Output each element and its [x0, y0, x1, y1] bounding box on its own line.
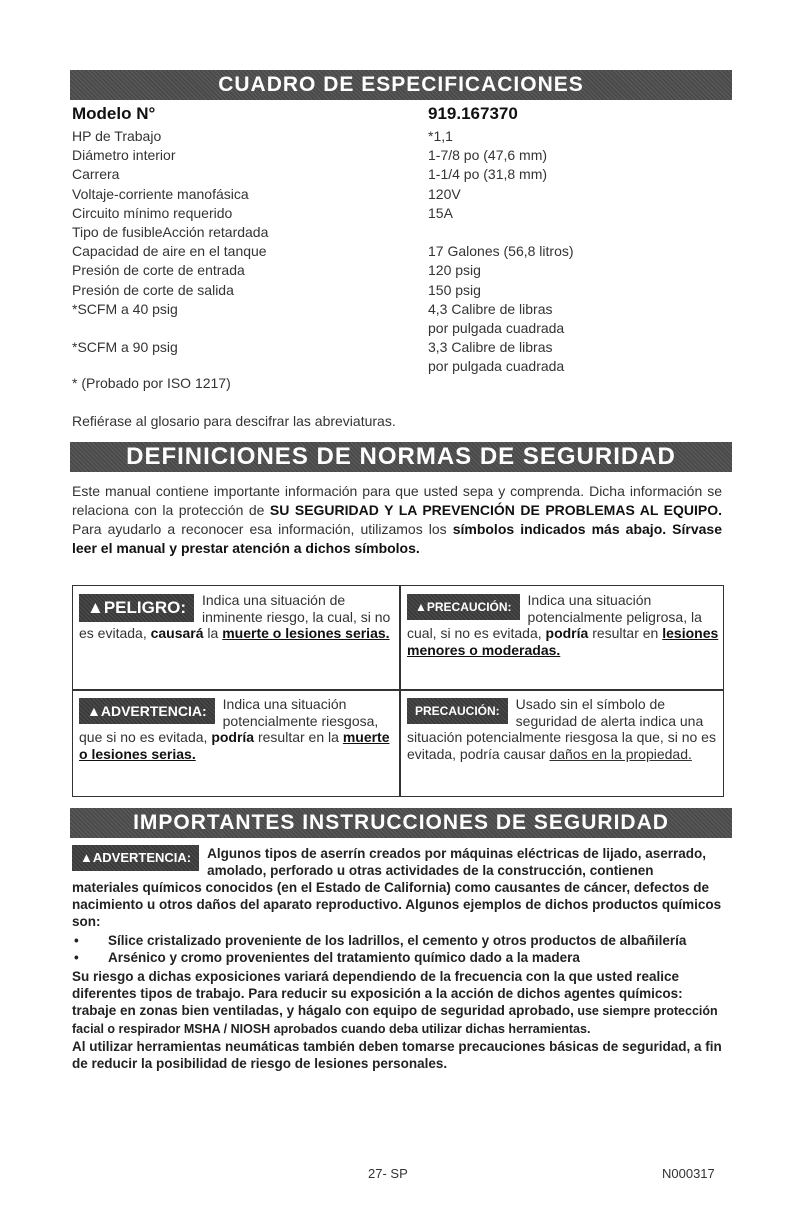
safety-symbols-grid: [72, 585, 724, 797]
risk-paragraph: [72, 968, 722, 1038]
spec-value: 1-1/4 po (31,8 mm): [428, 166, 548, 183]
precaucion-plain-badge: PRECAUCIÓN:: [407, 698, 508, 724]
spec-value: 120 psig: [428, 262, 481, 279]
definition-text: Indica una situación de inminente riesgo, la cual, si no es evitada,: [79, 592, 391, 641]
bullet-icon: •: [74, 933, 79, 948]
spec-label: Presión de corte de salida: [72, 281, 234, 298]
model-label: Modelo N°: [72, 104, 156, 123]
spec-label: [72, 319, 268, 338]
advertencia-definition: [79, 696, 393, 762]
peligro-badge: ▲PELIGRO:: [79, 594, 194, 622]
spec-label: Carrera: [72, 166, 120, 183]
definition-text: la: [203, 625, 223, 641]
spec-label: Diámetro interior: [72, 147, 176, 164]
bullet-icon: •: [74, 950, 79, 965]
spec-value: 1-7/8 po (47,6 mm): [428, 147, 548, 164]
list-item: • Sílice cristalizado proveniente de los ladrillos, el cemento y otros productos de albañilería: [74, 933, 687, 948]
definition-bold: podría: [545, 625, 589, 641]
peligro-definition: [79, 592, 393, 642]
definition-text: Indica una situación potencialmente peligrosa, la cual, si no es evitada,: [407, 592, 702, 641]
document-code: N000317: [662, 1166, 715, 1181]
definitions-intro: [72, 482, 722, 558]
definition-underline: muerte o lesiones serias.: [79, 729, 390, 762]
spec-footnote: * (Probado por ISO 1217): [72, 375, 231, 391]
spec-label: HP de Trabajo: [72, 128, 162, 144]
spec-label: Tipo de fusibleAcción retardada: [72, 224, 269, 241]
definition-underline: lesiones menores o moderadas.: [407, 625, 719, 658]
spec-label: *SCFM a 90 psig: [72, 339, 178, 356]
spec-value: 15A: [428, 204, 453, 221]
definition-underline: daños en la propiedad.: [549, 745, 692, 762]
page-number: 27- SP: [368, 1166, 408, 1181]
definition-bold: causará: [150, 625, 204, 641]
spec-label: Presión de corte de entrada: [72, 262, 245, 279]
spec-values: [428, 127, 574, 377]
instructions-body: [72, 845, 722, 1072]
intro-text: Este manual contiene importante información para que usted sepa y comprenda. Dicha información se relaciona con la protección de: [72, 483, 722, 518]
spec-label: Capacidad de aire en el tanque: [72, 243, 267, 260]
intro-text: Para ayudarlo a reconocer esa información, utilizamos los: [72, 521, 453, 537]
grid-divider: [399, 586, 401, 796]
definitions-title-banner: DEFINICIONES DE NORMAS DE SEGURIDAD: [70, 442, 732, 472]
intro-bold: SU SEGURIDAD Y LA PREVENCIÓN DE PROBLEMAS AL EQUIPO.: [269, 502, 722, 518]
model-value: 919.167370: [428, 104, 518, 123]
spec-value: *1,1: [428, 128, 453, 144]
final-paragraph: Al utilizar herramientas neumáticas también deben tomarse precauciones básicas de seguridad, a fin de reducir la posibilidad de riesgo de lesiones personales.: [72, 1039, 722, 1071]
precaucion-definition: [407, 592, 721, 658]
spec-value: 150 psig: [428, 281, 481, 298]
spec-label: Voltaje-corriente manofásica: [72, 185, 249, 202]
spec-value: por pulgada cuadrada: [428, 320, 565, 337]
risk-small-text: use siempre protección facial o respirador MSHA / NIOSH aprobados cuando deba utilizar dichas herramientas.: [72, 1004, 718, 1036]
precaucion-badge: ▲PRECAUCIÓN:: [407, 594, 520, 620]
definition-text: resultar en: [588, 625, 663, 641]
definition-text: Usado sin el símbolo de seguridad de alerta indica una situación potencialmente riesgosa la que, si no es evitada, podría causar: [407, 696, 716, 762]
intro-bold: símbolos indicados más abajo. Sírvase leer el manual y prestar atención a dichos símbolos.: [72, 521, 723, 556]
spec-label: *SCFM a 40 psig: [72, 300, 178, 317]
spec-value: 120V: [428, 185, 461, 202]
spec-value: 17 Galones (56,8 litros): [428, 243, 574, 260]
spec-title-banner: CUADRO DE ESPECIFICACIONES: [70, 70, 732, 100]
glossary-note: Refiérase al glosario para descifrar las abreviaturas.: [72, 413, 396, 429]
advertencia-badge: ▲ADVERTENCIA:: [72, 845, 199, 871]
chemicals-list: [72, 932, 722, 966]
warning-text: Algunos tipos de aserrín creados por máquinas eléctricas de lijado, aserrado, amolado, perforado u otras actividades de la construcción, contienen materiales químicos conocidos (en el Estado de California) como causantes de cáncer, defectos de nacimiento u otros daños del aparato reproductivo. Algunos ejemplos de dichos productos químicos son:: [72, 846, 722, 929]
spec-value: 4,3 Calibre de libras: [428, 300, 553, 317]
spec-value: [428, 223, 574, 242]
advertencia-badge: ▲ADVERTENCIA:: [79, 698, 215, 724]
spec-label: [72, 357, 268, 376]
definition-bold: podría: [211, 729, 255, 745]
warning-paragraph: [72, 845, 722, 930]
spec-value: 3,3 Calibre de libras: [428, 339, 553, 356]
definition-text: Indica una situación potencialmente riesgosa, que si no es evitada,: [79, 696, 379, 745]
instructions-title-banner: IMPORTANTES INSTRUCCIONES DE SEGURIDAD: [70, 808, 732, 838]
list-item: • Arsénico y cromo provenientes del tratamiento químico dado a la madera: [74, 950, 580, 965]
definition-underline: muerte o lesiones serias.: [222, 625, 390, 641]
grid-divider: [73, 689, 723, 691]
definition-text: resultar en la: [254, 729, 343, 745]
spec-value: por pulgada cuadrada: [428, 358, 565, 375]
spec-label: Circuito mínimo requerido: [72, 204, 233, 221]
precaucion-property-definition: [407, 696, 721, 762]
spec-labels: [72, 127, 268, 377]
risk-text: Su riesgo a dichas exposiciones variará dependiendo de la frecuencia con la que usted realice diferentes tipos de trabajo. Para reducir su exposición a la acción de dichos agentes químicos: trabaje en zonas bien ventiladas, y hágalo con equipo de seguridad aprobado,: [72, 969, 683, 1018]
